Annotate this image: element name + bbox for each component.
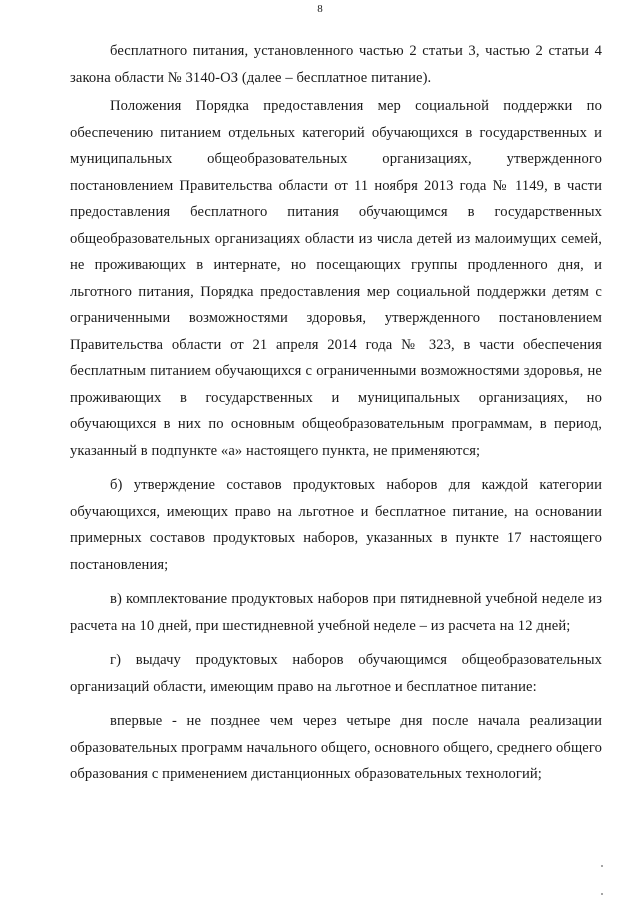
scan-speck [601, 893, 603, 895]
paragraph-item-b: б) утверждение составов продуктовых наборов для каждой категории обучающихся, имеющих право на льготное и бесплатное питание, на основании примерных составов продуктовых наборов, указанных в пункте 17 настоящего постановления; [70, 477, 602, 573]
paragraph-provisions: Положения Порядка предоставления мер социальной поддержки по обеспечению питанием отдельных категорий обучающихся в государственных и муниципальных общеобразовательных организациях, утвержденного постановлением Правительства области от 11 ноября 2013 года № 1149, в части предоставления бесплатного питания обучающимся в государственных общеобразовательных организациях области из числа детей из малоимущих семей, не проживающих в интернате, но посещающих группы продленного дня, и льготного питания, Порядка предоставления мер социальной поддержки детям с ограниченными возможностями здоровья, утвержденного постановлением Правительства области от 21 апреля 2014 года № 323, в части обеспечения бесплатным питанием обучающихся с ограниченными возможностями здоровья, не проживающих в государственных и муниципальных организациях, но обучающихся в них по основным общеобразовательным программам, в период, указанный в подпункте «а» настоящего пункта, не применяются; [70, 98, 602, 459]
paragraph-first-issue: впервые - не позднее чем через четыре дня после начала реализации образовательных программ начального общего, основного общего, среднего общего образования с применением дистанционных образовательных технологий; [70, 713, 602, 782]
paragraph-item-v: в) комплектование продуктовых наборов при пятидневной учебной неделе из расчета на 10 дней, при шестидневной учебной неделе – из расчета на 12 дней; [70, 591, 602, 634]
page-number: 8 [317, 3, 323, 15]
document-body [70, 38, 602, 790]
paragraph-continuation: бесплатного питания, установленного частью 2 статьи 3, частью 2 статьи 4 закона области № 3140-ОЗ (далее – бесплатное питание). [70, 43, 602, 86]
paragraph-item-g: г) выдачу продуктовых наборов обучающимся общеобразовательных организаций области, имеющим право на льготное и бесплатное питание: [70, 652, 602, 695]
scan-speck [601, 865, 603, 867]
